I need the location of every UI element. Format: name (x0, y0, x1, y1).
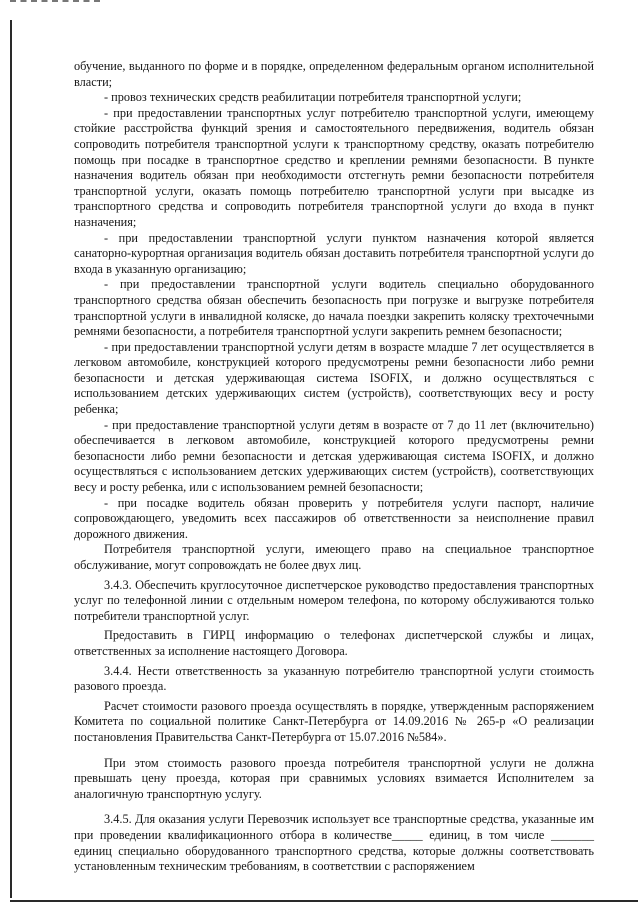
paragraph: 3.4.4. Нести ответственность за указанную потребителю транспортной услуги стоимость разового проезда. (74, 663, 594, 694)
paragraph: Расчет стоимости разового проезда осуществлять в порядке, утвержденным распоряжением Комитета по социальной политике Санкт-Петербурга от 14.09.2016 № 265-р «О реализации постановления Правительства Санкт-Петербурга от 15.07.2016 №584». (74, 698, 594, 744)
paragraph: Потребителя транспортной услуги, имеющего право на специальное транспортное обслуживание, могут сопровождать не более двух лиц. (74, 542, 594, 572)
paragraph: - при предоставление транспортной услуги детям в возрасте от 7 до 11 лет (включительно) обеспечивается в легковом автомобиле, конструкцией которого предусмотрены ремни безопасности либо ремни безопасности и детская удерживающая система ISOFIX, и должно осуществляться с использованием детских удерживающих систем (устройств), соответствующих весу и росту ребенка, или с использованием ремней безопасности; (74, 417, 594, 495)
paragraph: 3.4.3. Обеспечить круглосуточное диспетчерское руководство предоставления транспортных услуг по телефонной линии с отдельным номером телефона, по которому обслуживаются только потребители транспортной услуг. (74, 577, 594, 623)
paragraph: - при предоставлении транспортных услуг потребителю транспортной услуги, имеющему стойкие расстройства функций зрения и самостоятельного передвижения, водитель обязан сопроводить потребителя транспортной услуги к транспортному средству, оказать потребителю помощь при посадке в транспортное средство и креплении ремнями безопасности. В пункте назначения водитель обязан при необходимости отстегнуть ремни безопасности потребителя транспортной услуги, оказать помощь потребителю транспортной услуги при высадке из транспортного средства и сопроводить потребителя транспортной услуги до входа в пункт назначения; (74, 105, 594, 229)
paragraph: При этом стоимость разового проезда потребителя транспортной услуги не должна превышать цену проезда, которая при сравнимых условиях взимается Исполнителем за аналогичную транспортную услугу. (74, 755, 594, 801)
paragraph: обучение, выданного по форме и в порядке, определенном федеральным органом исполнительной власти; (74, 59, 594, 89)
document-page (74, 59, 594, 875)
scan-edge-bottom (10, 900, 638, 902)
paragraph: - при предоставлении транспортной услуги водитель специально оборудованного транспортного средства обязан обеспечить безопасность при погрузке и выгрузке потребителя транспортной услуги в инвалидной коляске, до начала поездки закрепить коляску трехточечными ремнями безопасности, а потребителя транспортной услуги закрепить ремнем безопасности; (74, 277, 594, 339)
paragraph: 3.4.5. Для оказания услуги Перевозчик использует все транспортные средства, указанные им при проведении квалификационного отбора в количестве_____ единиц, в том числе _______ единиц специально оборудованного транспортного средства, которые должны соответствовать установленным техническим требованиям, в соответствии с распоряжением (74, 812, 594, 874)
paragraph: - при посадке водитель обязан проверить у потребителя услуги паспорт, наличие сопровождающего, уведомить всех пассажиров об ответственности за неисполнение правил дорожного движения. (74, 495, 594, 541)
scan-artifact-top (10, 0, 100, 10)
paragraph: - при предоставлении транспортной услуги детям в возрасте младше 7 лет осуществляется в легковом автомобиле, конструкцией которого предусмотрены ремни безопасности либо ремни безопасности и детская удерживающая система ISOFIX, и должно осуществляться с использованием детских удерживающих систем (устройств), соответствующих весу и росту ребенка; (74, 339, 594, 417)
scan-edge-left (10, 20, 12, 898)
paragraph: Предоставить в ГИРЦ информацию о телефонах диспетчерской службы и лицах, ответственных за исполнение настоящего Договора. (74, 628, 594, 658)
paragraph: - провоз технических средств реабилитации потребителя транспортной услуги; (104, 90, 522, 105)
paragraph: - при предоставлении транспортной услуги пунктом назначения которой является санаторно-курортная организация водитель обязан доставить потребителя транспортной услуги до входа в указанную организацию; (74, 230, 594, 276)
